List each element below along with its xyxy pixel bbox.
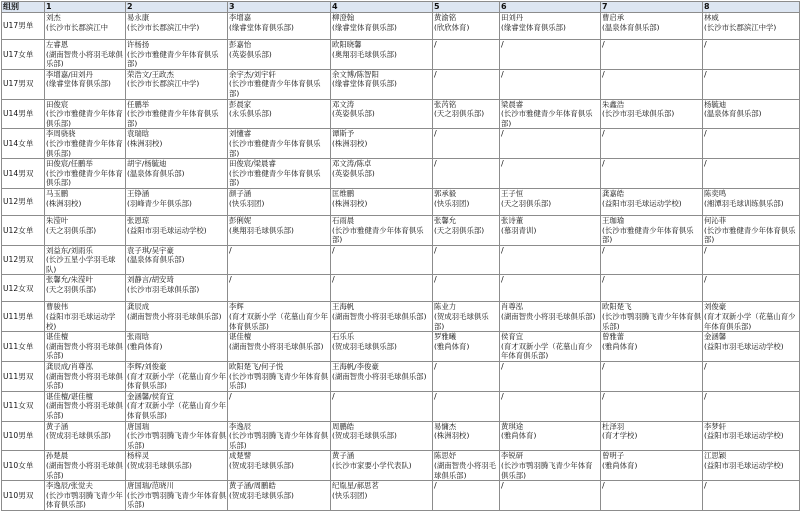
entry-cell: 欧阳楚飞 (长沙市鹗羽腾飞青少年体育俱乐部): [602, 302, 701, 331]
entry-cell: 匡维鹏 (株洲羽校): [331, 188, 433, 215]
entry-cell: 田俊宸/任鹏举 (长沙市雅健青少年体育俱乐部): [45, 159, 126, 189]
entry-cell: 梁晨睿 (长沙市雅健青少年体育俱乐部): [500, 99, 601, 129]
entry-cell: 欧阳晓馨 (奥翔羽毛球俱乐部): [331, 40, 433, 70]
table-row: [2, 188, 800, 215]
entry-cell: 朱鑫浩 (长沙市羽毛球俱乐部): [601, 99, 703, 129]
entry-cell: 荣浩文/王政杰 (长沙市长郡滨江中学): [126, 69, 228, 99]
entry-cell: /: [500, 129, 601, 159]
entry-cell: /: [500, 40, 601, 70]
entry-cell: /: [433, 40, 500, 70]
entry-cell: /: [601, 481, 703, 511]
header-col-3: 3: [228, 2, 331, 13]
header-col-1: 1: [45, 2, 126, 13]
entry-cell: /: [500, 69, 601, 99]
entry-cell: 李增嘉 (缘睿堂体育俱乐部): [228, 13, 331, 40]
entry-cell: 袁子琪/吴宇豪 (温泉体育俱乐部): [126, 245, 228, 275]
entry-cell: /: [703, 481, 800, 511]
entry-cell: 刘静言/胡安琦 (长沙市羽毛球俱乐部): [126, 275, 228, 302]
table-body: [2, 13, 800, 511]
table-row: [2, 275, 800, 302]
entry-cell: 朱滢叶 (天之羽俱乐部): [45, 215, 126, 245]
entry-cell: /: [228, 391, 331, 421]
entry-cell: 刘杰 (长沙市长郡滨江中: [45, 13, 126, 40]
header-col-2: 2: [126, 2, 228, 13]
entry-cell: /: [500, 391, 601, 421]
entry-cell: /: [601, 40, 703, 70]
entry-cell: 马玉鹏 (株洲羽校): [45, 188, 126, 215]
entry-cell: 杜泽羽 (育才学校): [601, 421, 703, 451]
table-row: [2, 481, 800, 511]
header-group: 组别: [2, 2, 45, 13]
entry-cell: 刘懂睿 (长沙市雅健青少年体育俱乐部): [228, 129, 331, 159]
entry-cell: /: [433, 481, 500, 511]
entry-cell: 柳澄翰 (缘睿堂体育俱乐部): [331, 13, 433, 40]
entry-cell: 陈业力 (贺成羽毛球俱乐部): [433, 302, 500, 332]
entry-cell: 李梦轩 (益阳市羽毛球运动学校): [703, 421, 800, 451]
entry-cell: 王珈瑜 (长沙市雅健青少年体育俱乐部): [601, 215, 703, 245]
header-col-7: 7: [601, 2, 703, 13]
entry-cell: 王铮涵 (羽峰青少年俱乐部): [126, 188, 228, 215]
entry-cell: 黄子涵/周鹏皓 (贺成羽毛球俱乐部): [228, 481, 331, 511]
entry-cell: 王海帆/李俊豪 (湖南智贵小将羽毛球俱乐部): [331, 362, 433, 392]
group-label: U11男双: [2, 362, 45, 392]
entry-cell: 王子恒 (天之羽俱乐部): [500, 188, 601, 215]
entry-cell: 陈奕鸣 (湘潭羽毛球训练俱乐部): [703, 188, 800, 215]
entry-cell: /: [228, 245, 331, 275]
entry-cell: 张恩琼 (益阳市羽毛球运动学校): [126, 215, 228, 245]
entry-cell: 龚辰成/肖尊泓 (湖南智贵小将羽毛球俱乐部): [45, 362, 126, 392]
entry-cell: 张雨晗 (雅尚体育): [126, 332, 228, 362]
entry-cell: 侯育宜 (育才双新小学（花墓山育少年体育俱乐部): [500, 332, 601, 362]
entry-cell: /: [703, 159, 800, 189]
entry-cell: 江思颖 (益阳市羽毛球运动学校): [703, 451, 800, 481]
table-row: [2, 421, 800, 451]
entry-cell: /: [601, 362, 703, 392]
entry-cell: 孙楚晨 (湖南智贵小将羽毛球俱乐部): [45, 451, 126, 481]
entry-cell: /: [331, 245, 433, 275]
entry-cell: 张馨允/朱滢叶 (天之羽俱乐部): [45, 275, 126, 302]
entry-cell: 彭俐妮 (奥翔羽毛球俱乐部): [228, 215, 331, 245]
entry-cell: 黄子涵 (长沙市家要小学代表队): [331, 451, 433, 481]
entry-cell: 曹骏伟 (益阳市羽毛球运动学校): [45, 302, 126, 332]
entry-cell: /: [703, 362, 800, 392]
entry-cell: 王海帆 (湖南智贵小将羽毛球俱乐部): [331, 302, 433, 332]
entry-cell: 曾明子 (雅尚体育): [601, 451, 703, 481]
entry-cell: /: [331, 391, 433, 421]
entry-cell: 郭承毅 (快乐羽团): [433, 188, 500, 215]
entry-cell: 金涵馨/侯育宜 (育才双新小学（花墓山育少年体育俱乐部): [127, 391, 226, 420]
entry-cell: /: [703, 69, 800, 99]
entry-cell: /: [433, 275, 500, 302]
group-label: U17男双: [2, 69, 45, 99]
entry-cell: 邓文涛 (英姿俱乐部): [331, 99, 433, 129]
entry-cell: 肖尊泓 (湖南智贵小将羽毛球俱乐部): [500, 302, 601, 332]
entry-cell: 黄子涵 (贺成羽毛球俱乐部): [45, 421, 126, 451]
entry-cell: 左睿恩 (湖南智贵小将羽毛球俱乐部): [45, 40, 126, 70]
entry-cell: 曹启承 (温泉体育俱乐部): [601, 13, 703, 40]
entry-cell: /: [703, 245, 800, 275]
entry-cell: /: [228, 275, 331, 302]
entry-cell: 周鹏皓 (贺成羽毛球俱乐部): [331, 421, 433, 451]
table-row: [2, 129, 800, 159]
entry-cell: 杨毓迪 (温泉体育俱乐部): [703, 99, 800, 129]
entry-cell: 纪胤星/郝思茗 (快乐羽团): [331, 481, 433, 511]
group-label: U10女单: [2, 451, 45, 481]
entry-cell: /: [601, 391, 703, 421]
entry-cell: /: [703, 40, 800, 70]
entry-cell: 袁瑞晗 (株洲羽校): [126, 129, 228, 159]
entry-cell: 彭晨家 (永乐俱乐部): [228, 99, 331, 129]
entry-cell: /: [500, 481, 601, 511]
entry-cell: 张诗董 (慕羽青训): [500, 215, 601, 245]
entry-cell: /: [331, 275, 433, 302]
header-col-6: 6: [500, 2, 601, 13]
table-row: [2, 451, 800, 481]
entry-cell: 龚嘉皓 (益阳市羽毛球运动学校): [601, 188, 703, 215]
entry-cell: 胡宇/杨毓迪 (温泉体育俱乐部): [126, 159, 228, 189]
entry-cell: 易慵杰 (株洲羽校): [433, 421, 500, 451]
table-row: [2, 99, 800, 129]
table-row: [2, 69, 800, 99]
entry-cell: /: [433, 159, 500, 189]
group-label: U17男单: [2, 13, 45, 40]
table-row: [2, 302, 800, 332]
entry-cell: 谭斯予 (株洲羽校): [331, 129, 433, 159]
entry-cell: 石雨晨 (长沙市雅健青少年体育俱乐部): [331, 215, 433, 245]
entry-cell: 林威 (长沙市长郡滨江中学): [703, 13, 800, 40]
entry-cell: /: [601, 159, 703, 189]
entry-cell: /: [601, 129, 703, 159]
group-label: U12男单: [2, 188, 45, 215]
entry-cell: 张芮铭 (天之羽俱乐部): [433, 99, 500, 129]
header-col-8: 8: [703, 2, 800, 13]
entry-cell: /: [433, 391, 500, 421]
entry-cell: /: [500, 275, 601, 302]
entry-cell: 任鹏举 (长沙市雅健青少年体育俱乐部): [126, 99, 228, 129]
entry-cell: 李增嘉/田刘丹 (缘睿堂体育俱乐部): [45, 69, 126, 99]
entry-cell: 余宇杰/刘宇轩 (长沙市雅健青少年体育俱乐部): [228, 69, 331, 99]
table-row: [2, 215, 800, 245]
entry-cell: /: [703, 275, 800, 302]
entry-cell: 刘益东/刘雨乐 (长沙五星小学羽毛球队): [45, 245, 126, 275]
entry-cell: 唐国瑞 (长沙市鹗羽腾飞青少年体育俱乐部): [127, 421, 226, 450]
header-row: [2, 2, 800, 13]
entry-cell: 李锐研 (长沙市鹗羽腾飞青少年体育俱乐部): [500, 451, 601, 481]
group-label: U14女单: [2, 129, 45, 159]
group-label: U12女双: [2, 275, 45, 302]
entry-cell: 杨梓灵 (贺成羽毛球俱乐部): [126, 451, 228, 481]
entry-cell: 陈思妤 (湖南智贵小将羽毛球俱乐部): [433, 451, 500, 481]
table-row: [2, 332, 800, 362]
entry-cell: /: [601, 69, 703, 99]
group-label: U14男单: [2, 99, 45, 129]
entry-cell: 李逸辰 (长沙市鹗羽腾飞青少年体育俱乐部): [228, 421, 331, 451]
entry-cell: 黄渝铭 (欣欣体育): [433, 13, 500, 40]
entry-cell: 易永康 (长沙市长郡滨江中学): [126, 13, 228, 40]
entry-cell: 刘俊豪 (育才双新小学（花墓山育少年体育俱乐部): [703, 302, 800, 332]
group-label: U11女双: [2, 391, 45, 421]
entry-cell: 李逸辰/张觉夫 (长沙市鹗羽腾飞青少年体育俱乐部): [45, 481, 126, 511]
entry-cell: /: [601, 245, 703, 275]
entry-cell: /: [433, 245, 500, 275]
entry-cell: 颜子涵 (快乐羽团): [228, 188, 331, 215]
entry-cell: 唐国瑞/范晓川 (长沙市鹗羽腾飞青少年体育俱乐部): [127, 481, 226, 510]
group-label: U11女单: [2, 332, 45, 362]
entry-cell: 金涵馨 (益阳市羽毛球运动学校): [703, 332, 800, 362]
entry-cell: 张馨允 (天之羽俱乐部): [433, 215, 500, 245]
entry-cell: 曾雅蕾 (雅尚体育): [601, 332, 703, 362]
header-col-4: 4: [331, 2, 433, 13]
group-label: U11男单: [2, 302, 45, 332]
entry-cell: /: [433, 129, 500, 159]
entry-cell: 何沁菲 (长沙市雅健青少年体育俱乐部): [703, 215, 800, 245]
entry-cell: 许杨扬 (长沙市雅健青少年体育俱乐部): [126, 40, 228, 70]
entry-cell: /: [500, 159, 601, 189]
entry-cell: 谌佳檀 (湖南智贵小将羽毛球俱乐部): [45, 332, 126, 362]
entry-cell: 田俊宸 (长沙市雅健青少年体育俱乐部): [45, 99, 126, 129]
group-label: U10男单: [2, 421, 45, 451]
entry-cell: 谌佳檀/谌佳檀 (湖南智贵小将羽毛球俱乐部): [45, 391, 126, 421]
table-row: [2, 13, 800, 40]
draw-table: [1, 1, 800, 511]
entry-cell: /: [500, 362, 601, 392]
table-row: [2, 362, 800, 392]
entry-cell: 彭嘉怡 (英姿俱乐部): [228, 40, 331, 70]
table-row: [2, 245, 800, 275]
entry-cell: 谌佳檀 (湖南智贵小将羽毛球俱乐部): [228, 332, 331, 362]
entry-cell: 龚辰成 (湖南智贵小将羽毛球俱乐部): [126, 302, 228, 332]
entry-cell: 李辉 (育才双新小学（花墓山育少年体育俱乐部): [228, 302, 331, 332]
group-label: U12男双: [2, 245, 45, 275]
group-label: U17女单: [2, 40, 45, 70]
table-row: [2, 391, 800, 421]
entry-cell: /: [703, 129, 800, 159]
entry-cell: 余文博/陈智阳 (缘睿堂体育俱乐部): [331, 69, 433, 99]
entry-cell: 成楚譬 (贺成羽毛球俱乐部): [228, 451, 331, 481]
entry-cell: 李周骁骁 (长沙市雅健青少年体育俱乐部): [45, 129, 126, 159]
table-row: [2, 159, 800, 189]
entry-cell: 欧阳楚飞/何子悦 (长沙市鹗羽腾飞青少年体育俱乐部): [228, 362, 331, 392]
group-label: U12女单: [2, 215, 45, 245]
header-col-5: 5: [433, 2, 500, 13]
group-label: U10男双: [2, 481, 45, 511]
entry-cell: /: [500, 245, 601, 275]
entry-cell: /: [703, 391, 800, 421]
group-label: U14男双: [2, 159, 45, 189]
table-row: [2, 40, 800, 70]
entry-cell: /: [601, 275, 703, 302]
entry-cell: 罗雅曦 (雅尚体育): [433, 332, 500, 362]
entry-cell: 田刘丹 (缘睿堂体育俱乐部): [500, 13, 601, 40]
entry-cell: 李辉/刘俊豪 (育才双新小学（花墓山育少年体育俱乐部): [127, 362, 226, 391]
entry-cell: 邓文涛/陈卓 (英姿俱乐部): [331, 159, 433, 189]
entry-cell: /: [433, 69, 500, 99]
entry-cell: 黄琪途 (雅尚体育): [500, 421, 601, 451]
entry-cell: 石乐乐 (贺成羽毛球俱乐部): [331, 332, 433, 362]
entry-cell: 田俊宸/梁晨睿 (长沙市雅健青少年体育俱乐部): [228, 159, 331, 189]
entry-cell: /: [433, 362, 500, 392]
